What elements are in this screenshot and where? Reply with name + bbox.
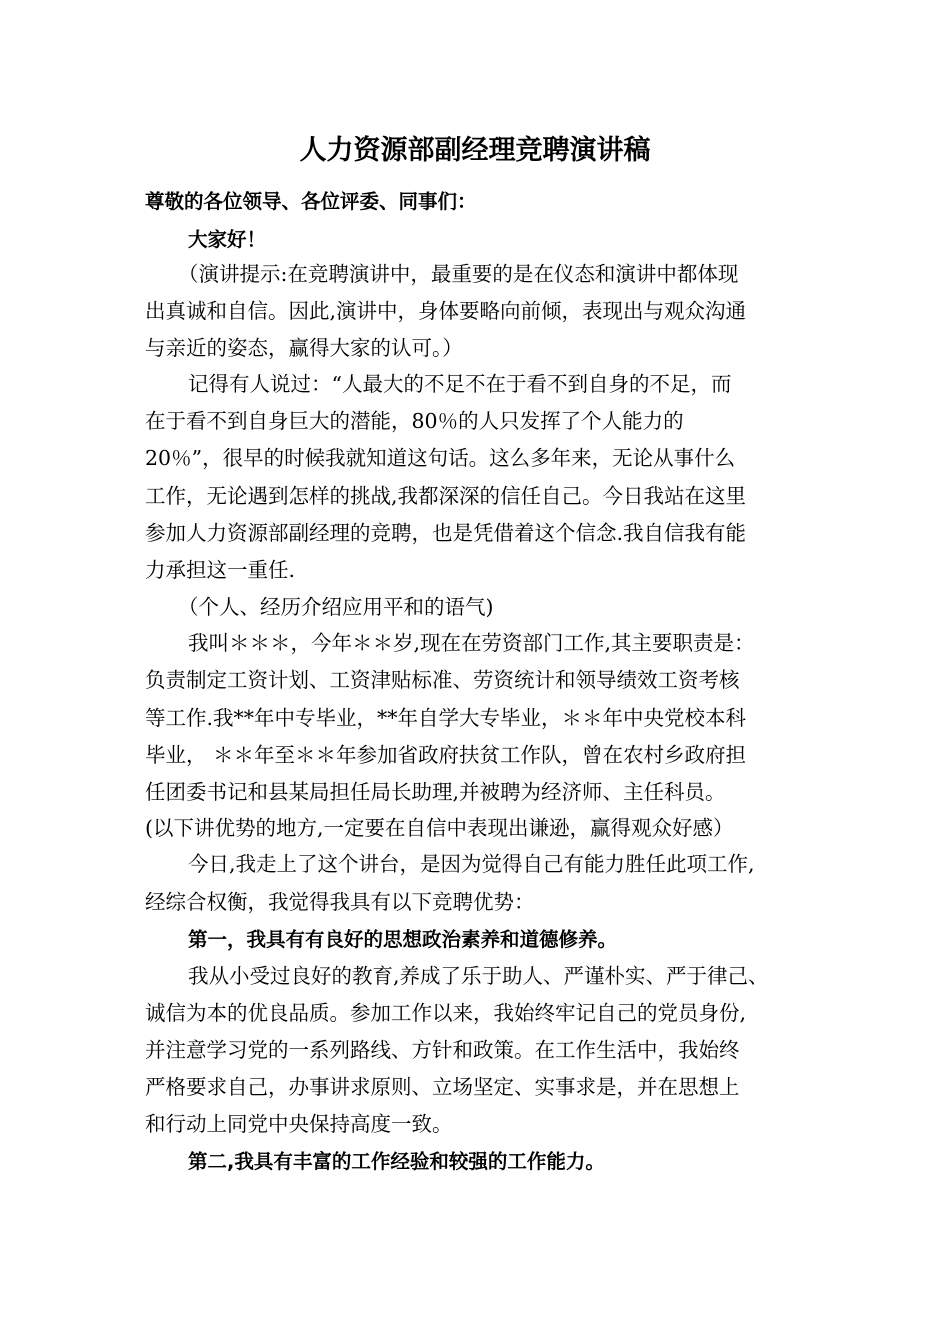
paragraph-line: 出真诚和自信。因此,演讲中，身体要略向前倾，表现出与观众沟通	[145, 299, 747, 323]
paragraph-line: 与亲近的姿态，赢得大家的认可。）	[145, 336, 463, 360]
paragraph-line: 和行动上同党中央保持高度一致。	[145, 1112, 453, 1136]
paragraph-line: 力承担这一重任.	[145, 558, 296, 582]
paragraph-line: 我从小受过良好的教育,养成了乐于助人、严谨朴实、严于律己、	[188, 964, 769, 988]
paragraph-line: 诚信为本的优良品质。参加工作以来，我始终牢记自己的党员身份,	[145, 1001, 747, 1025]
paragraph-line: 并注意学习党的一系列路线、方针和政策。在工作生活中，我始终	[145, 1038, 740, 1062]
paragraph-line: 记得有人说过：“人最大的不足不在于看不到自身的不足，而	[188, 372, 732, 396]
paragraph-line: 20％”，很早的时候我就知道这句话。这么多年来，无论从事什么	[145, 446, 736, 470]
paragraph-line: 我叫＊＊＊，今年＊＊岁,现在在劳资部门工作,其主要职责是：	[188, 631, 755, 655]
document-title: 人力资源部副经理竞聘演讲稿	[299, 135, 651, 166]
paragraph-line: （个人、经历介绍应用平和的语气)	[178, 595, 494, 619]
paragraph-line: 任团委书记和县某局担任局长助理,并被聘为经济师、主任科员。	[145, 780, 726, 804]
paragraph-line: 经综合权衡，我觉得我具有以下竞聘优势：	[145, 890, 535, 914]
section-heading: 第二,我具有丰富的工作经验和较强的工作能力。	[188, 1150, 605, 1173]
section-heading: 第一，我具有有良好的思想政治素养和道德修养。	[188, 928, 618, 951]
greeting: 大家好！	[188, 228, 267, 251]
paragraph-line: （演讲提示:在竞聘演讲中，最重要的是在仪态和演讲中都体现	[178, 262, 739, 286]
paragraph-line: 严格要求自己，办事讲求原则、立场坚定、实事求是，并在思想上	[145, 1075, 740, 1099]
paragraph-line: (以下讲优势的地方,一定要在自信中表现出谦逊，赢得观众好感）	[145, 816, 734, 840]
paragraph-line: 工作，无论遇到怎样的挑战,我都深深的信任自己。今日我站在这里	[145, 484, 747, 508]
paragraph-line: 毕业， ＊＊年至＊＊年参加省政府扶贫工作队，曾在农村乡政府担	[145, 743, 747, 767]
paragraph-line: 今日,我走上了这个讲台，是因为觉得自己有能力胜任此项工作,	[188, 852, 755, 876]
paragraph-line: 参加人力资源部副经理的竞聘，也是凭借着这个信念.我自信我有能	[145, 521, 747, 545]
paragraph-line: 等工作.我**年中专毕业，**年自学大专毕业，＊＊年中央党校本科	[145, 706, 747, 730]
paragraph-line: 在于看不到自身巨大的潜能，80％的人只发挥了个人能力的	[145, 409, 684, 433]
salutation: 尊敬的各位领导、各位评委、同事们：	[145, 190, 477, 213]
paragraph-line: 负责制定工资计划、工资津贴标准、劳资统计和领导绩效工资考核	[145, 668, 740, 692]
